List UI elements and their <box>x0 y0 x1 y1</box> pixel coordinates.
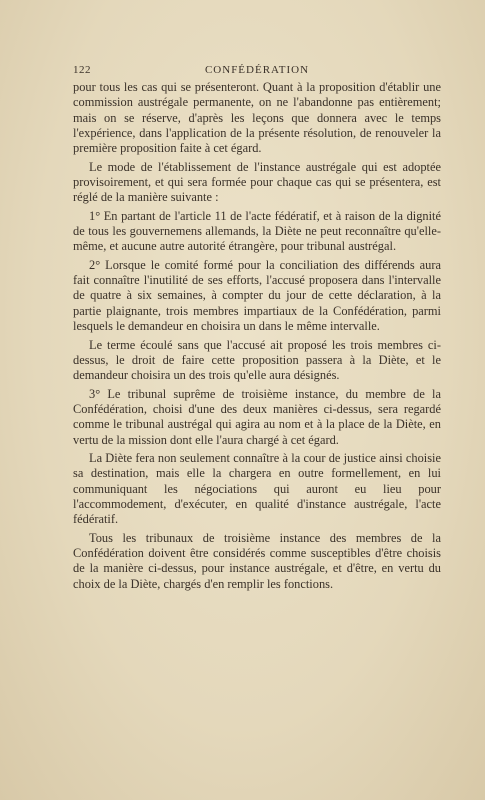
page-body <box>73 80 441 595</box>
paragraph-diet-notification: La Diète fera non seulement connaître à la cour de justice ainsi choisie sa destination, mais elle la chargera en outre formellement, en lui communiquant les négociations qui auront eu lieu pour l'accommodement, d'exécuter, en qualité d'instance austrégale, l'acte fédératif. <box>73 450 441 527</box>
paragraph-term-elapsed: Le terme écoulé sans que l'accusé ait proposé les trois membres ci-dessus, le droit de faire cette proposition passera à la Diète, et le demandeur choisira un des trois qu'elle aura désignés. <box>73 337 441 383</box>
paragraph-continuation: pour tous les cas qui se présenteront. Quant à la proposition d'établir une commission austrégale permanente, on ne l'abandonne pas entièrement; mais on se réserve, d'après les leçons que donnera avec le temps l'expérience, dans l'application de la présente résolution, de renouveler la première proposition faite à cet égard. <box>73 80 441 156</box>
page-number: 122 <box>73 64 91 76</box>
page-header <box>73 64 441 80</box>
running-title: CONFÉDÉRATION <box>204 64 310 76</box>
paragraph-article-3: 3° Le tribunal suprême de troisième instance, du membre de la Confédération, choisi d'une des deux manières ci-dessus, sera regardé comme le tribunal austrégal qui agira au nom et à la place de la Diète, en vertu de la mission dont elle l'aura chargé à cet égard. <box>73 386 441 447</box>
paragraph-article-2: 2° Lorsque le comité formé pour la conciliation des différends aura fait connaître l'inutilité de ses efforts, l'accusé proposera dans l'intervalle de quatre à six semaines, à compter du jour de cette déclaration, à la partie plaignante, trois membres impartiaux de la Confédération, parmi lesquels le demandeur en choisira un dans le même intervalle. <box>73 257 441 334</box>
paragraph-article-1: 1° En partant de l'article 11 de l'acte fédératif, et à raison de la dignité de tous les gouvernemens allemands, la Diète ne peut reconnaître qu'elle-même, et aucune autre autorité étrangère, pour tribunal austrégal. <box>73 208 441 254</box>
paragraph-all-tribunals: Tous les tribunaux de troisième instance des membres de la Confédération doivent être considérés comme susceptibles d'être choisis de la manière ci-dessus, pour instance austrégale, et d'être, en vertu du choix de la Diète, chargés d'en remplir les fonctions. <box>73 530 441 591</box>
paragraph-mode-of-establishment: Le mode de l'établissement de l'instance austrégale qui est adoptée provisoirement, et qui sera formée pour chaque cas qui se présentera, est réglé de la manière suivante : <box>73 159 441 205</box>
